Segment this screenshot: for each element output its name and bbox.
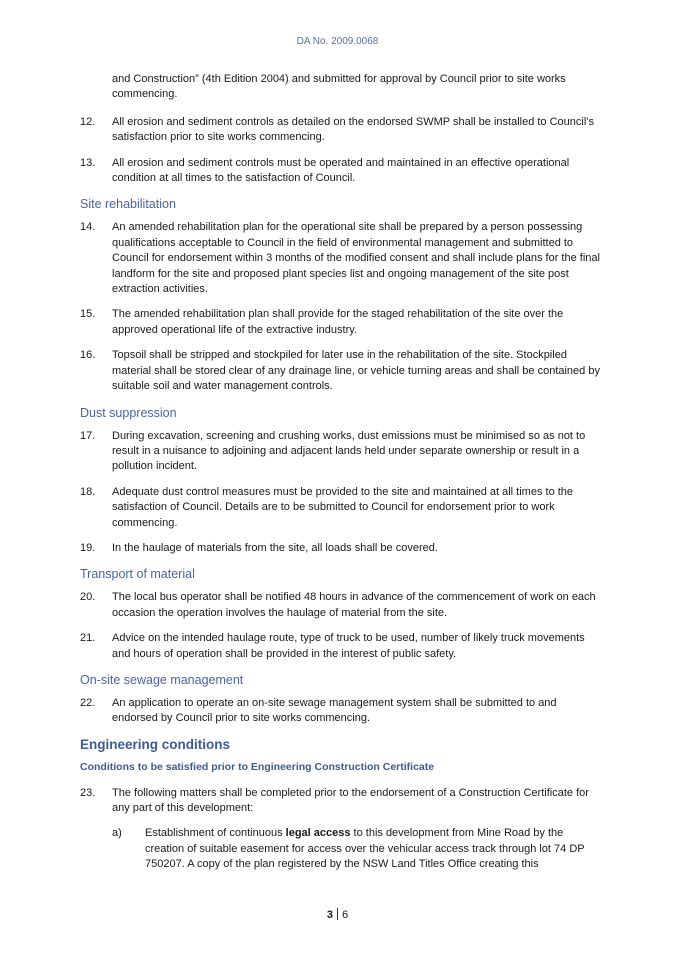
condition-text: An application to operate an on-site sewage management system shall be submitted to and endorsed by Council prior to site works commencing. (112, 696, 557, 725)
condition-text: All erosion and sediment controls as detailed on the endorsed SWMP shall be installed to Council’s satisfaction prior to site works commencing. (112, 115, 595, 144)
condition-list-transport (80, 590, 600, 662)
condition-number: 22. (80, 696, 96, 709)
page-total: 6 (342, 909, 349, 921)
page-footer (0, 908, 675, 921)
condition-list-sewage (80, 696, 600, 727)
condition-number: 23. (80, 786, 96, 799)
condition-item (80, 348, 600, 394)
condition-text-body: The following matters shall be completed prior to the endorsement of a Construction Certificate for any part of this development: (112, 786, 589, 814)
da-number-header: DA No. 2009.0068 (296, 36, 379, 47)
condition-number: 14. (80, 221, 96, 234)
condition-number: 13. (80, 156, 96, 169)
condition-list-dust (80, 429, 600, 557)
section-heading-on-site-sewage: On-site sewage management (80, 672, 244, 687)
condition-item (80, 156, 600, 187)
sub-condition-label: a) (112, 827, 122, 840)
condition-text: The amended rehabilitation plan shall provide for the staged rehabilitation of the site over the approved operational life of the extractive industry. (112, 308, 564, 336)
condition-item (80, 220, 600, 297)
continuation-paragraph: and Construction” (4th Edition 2004) and submitted for approval by Council prior to site works commencing. (112, 73, 566, 101)
condition-number: 12. (80, 115, 96, 128)
condition-number: 21. (80, 632, 96, 645)
page-separator (337, 908, 338, 920)
section-heading-site-rehabilitation: Site rehabilitation (80, 197, 176, 212)
condition-number: 17. (80, 429, 96, 442)
page-content (80, 72, 600, 883)
condition-item (80, 541, 600, 556)
condition-text: Advice on the intended haulage route, type of truck to be used, number of likely truck movements and hours of operation shall be provided in the interest of public safety. (112, 632, 585, 660)
condition-number: 18. (80, 485, 96, 498)
section-heading-transport-of-material: Transport of material (80, 567, 195, 582)
condition-number: 19. (80, 541, 96, 554)
condition-item (80, 590, 600, 621)
condition-number: 16. (80, 349, 96, 362)
condition-text: Adequate dust control measures must be provided to the site and maintained at all times to the satisfaction of Council. Details are to be submitted to Council for endorsement prior to work commencing. (112, 485, 574, 529)
condition-text: All erosion and sediment controls must be operated and maintained in an effective operational condition at all times to the satisfaction of Council. (112, 156, 570, 185)
condition-number: 15. (80, 308, 96, 321)
condition-text: Topsoil shall be stripped and stockpiled for later use in the rehabilitation of the site. Stockpiled material shall be stored clear of any drainage line, or vehicle turning areas and shall be contained by suitable soil and water management controls. (112, 349, 600, 393)
sub-condition-text (145, 826, 600, 872)
condition-item (80, 631, 600, 662)
engineering-conditions-heading: Engineering conditions (80, 736, 231, 752)
condition-text (112, 786, 600, 873)
condition-text: In the haulage of materials from the site, all loads shall be covered. (112, 541, 438, 554)
condition-item (80, 115, 600, 146)
legal-access-emphasis: legal access (285, 827, 351, 840)
condition-item (80, 696, 600, 727)
engineering-subheading: Conditions to be satisfied prior to Engineering Construction Certificate (80, 761, 435, 774)
condition-text: The local bus operator shall be notified 48 hours in advance of the commencement of work on each occasion the operation involves the haulage of material from the site. (112, 591, 596, 619)
condition-list-erosion (80, 115, 600, 187)
condition-item (80, 786, 600, 873)
condition-item (80, 485, 600, 531)
condition-item (80, 307, 600, 338)
section-heading-dust-suppression: Dust suppression (80, 405, 177, 420)
sub-condition-item (112, 826, 600, 872)
condition-item (80, 429, 600, 475)
sub-text-before: Establishment of continuous (145, 827, 286, 840)
condition-number: 20. (80, 591, 96, 604)
page-number: 3 (326, 909, 333, 921)
sub-text-after: to this development from Mine Road by the creation of suitable easement for access over the vehicular access track through lot 74 DP 750207. A copy of the plan registered by the NSW Land Titles Office creating this (145, 827, 585, 871)
condition-text: An amended rehabilitation plan for the operational site shall be prepared by a person possessing qualifications acceptable to Council in the field of environmental management and submitted to Council for endorsement within 3 months of the modified consent and shall include plans for the final landform for the site and proposed plant species list and ongoing management of the site post extraction activities. (112, 221, 600, 296)
condition-text: During excavation, screening and crushing works, dust emissions must be minimised so as not to result in a nuisance to adjoining and adjacent lands held under separate ownership or result in a pollution incident. (112, 429, 586, 473)
condition-list-rehabilitation (80, 220, 600, 394)
